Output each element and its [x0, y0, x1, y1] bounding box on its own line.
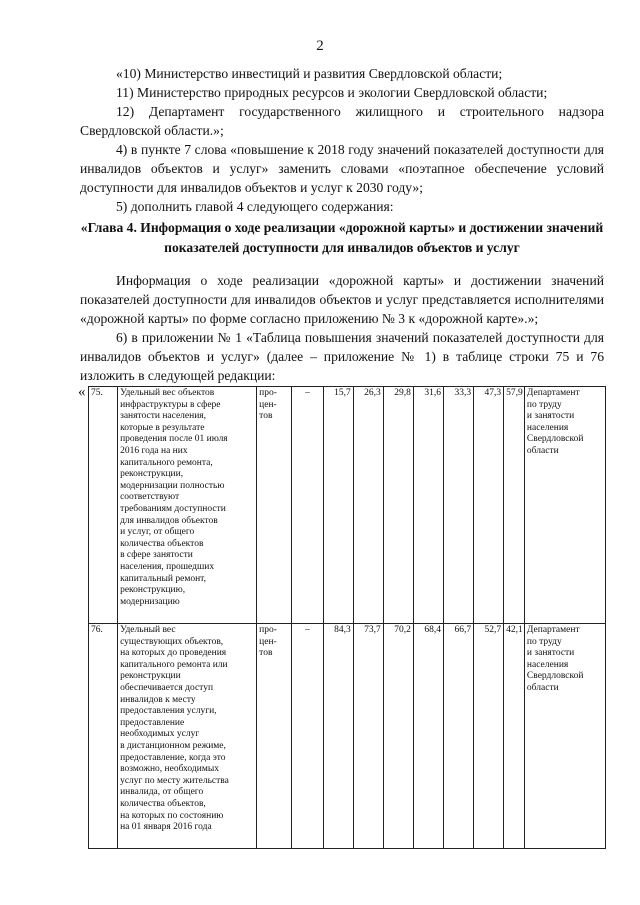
list-item-11: 11) Министерство природных ресурсов и экологии Свердловской области; [116, 85, 548, 100]
row-description: Удельный вес существующих объектов, на которых до проведения капитального ремонта или реконструкции обеспечивается доступ инвалидов к месту предоставления услуги, предоставление необходимых услуг в дистанционном режиме, предоставление, когда это возможно, необходимых услуг по месту жительства инвалида, от общего количества объектов, на которых по состоянию на 01 января 2016 года [118, 624, 257, 849]
row-value: 73,7 [353, 624, 383, 849]
amendment-point-6: 6) в приложении № 1 «Таблица повышения значений показателей доступности для инвалидов объектов и услуг» (далее – приложение № 1) в таблице строки 75 и 76 изложить в следующей редакции: [80, 330, 604, 383]
table-row [89, 387, 606, 624]
row-value: 47,3 [474, 387, 504, 624]
row-value: 66,7 [443, 624, 473, 849]
row-value: 42,1 [504, 624, 525, 849]
amendment-point-4: 4) в пункте 7 слова «повышение к 2018 году значений показателей доступности для инвалидов объектов и услуг» заменить словами «поэтапное обеспечение условий доступности для инвалидов объектов и услуг к 2030 году»; [80, 142, 604, 195]
chapter-heading: «Глава 4. Информация о ходе реализации «дорожной карты» и достижении значений показателей доступности для инвалидов объектов и услуг [80, 220, 604, 255]
chapter-paragraph: Информация о ходе реализации «дорожной карты» и достижении значений показателей доступности для инвалидов объектов и услуг представляется исполнителями «дорожной карты» по форме согласно приложению № 3 к «дорожной карте».»; [80, 273, 604, 326]
row-value: 52,7 [474, 624, 504, 849]
row-base-value: – [292, 624, 323, 849]
row-base-value: – [292, 387, 323, 624]
row-value: 31,6 [413, 387, 443, 624]
row-number: 76. [89, 624, 118, 849]
row-number: 75. [89, 387, 118, 624]
row-value: 84,3 [323, 624, 353, 849]
page-number: 2 [316, 38, 324, 54]
row-description: Удельный вес объектов инфраструктуры в сфере занятости населения, которые в результате проведения после 01 июля 2016 года на них капитального ремонта, реконструкции, модернизации полностью соответствуют требованиям доступности для инвалидов объектов и услуг, от общего количества объектов в сфере занятости населения, прошедших капитальный ремонт, реконструкцию, модернизацию [118, 387, 257, 624]
row-executor: Департамент по труду и занятости населения Свердловской области [524, 387, 605, 624]
row-unit: про- цен- тов [257, 624, 292, 849]
table-open-quote: « [78, 384, 86, 400]
list-item-10: «10) Министерство инвестиций и развития Свердловской области; [116, 66, 503, 81]
row-unit: про- цен- тов [257, 387, 292, 624]
row-value: 57,9 [504, 387, 525, 624]
list-item-12: 12) Департамент государственного жилищного и строительного надзора Свердловской области.»; [80, 104, 604, 138]
amendment-table [88, 386, 606, 849]
document-body [80, 64, 604, 385]
row-executor: Департамент по труду и занятости населения Свердловской области [524, 624, 605, 849]
amendment-point-5: 5) дополнить главой 4 следующего содержания: [116, 199, 394, 214]
row-value: 68,4 [413, 624, 443, 849]
row-value: 70,2 [383, 624, 413, 849]
row-value: 26,3 [353, 387, 383, 624]
table-row [89, 624, 606, 849]
row-value: 15,7 [323, 387, 353, 624]
row-value: 33,3 [443, 387, 473, 624]
row-value: 29,8 [383, 387, 413, 624]
